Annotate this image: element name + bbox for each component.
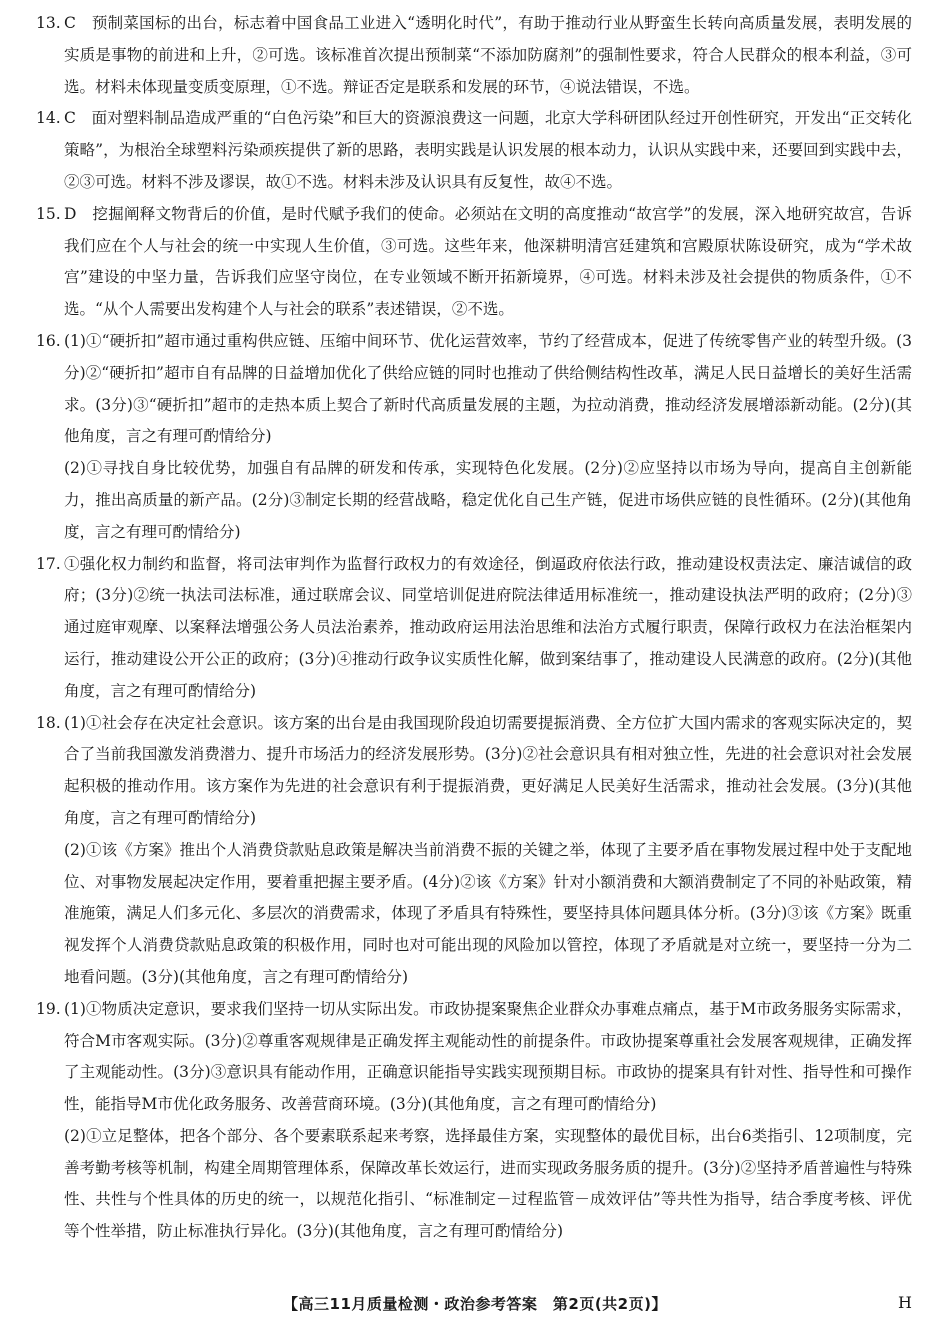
answer-text: (1)①物质决定意识，要求我们坚持一切从实际出发。市政协提案聚焦企业群众办事难点痛点，基于M市政务服务实际需求，符合M市客观实际。(3分)②尊重客观规律是正确发挥主观能动性的前提条件。市政协提案尊重社会发展客观规律，正确发挥了主观能动性。(3分)③意识具有能动作用，正确意识能指导实践实现预期目标。市政协的提案具有针对性、指导性和可操作性，能指导M市优化政务服务、改善营商环境。(3分)(其他角度，言之有理可酌情给分) bbox=[64, 999, 912, 1114]
answer-number: 14. bbox=[36, 109, 61, 128]
answer-number: 17. bbox=[36, 554, 61, 573]
answer-text: C 预制菜国标的出台，标志着中国食品工业进入“透明化时代”，有助于推动行业从野蛮生长转向高质量发展，表明发展的实质是事物的前进和上升，②可选。该标准首次提出预制菜“不添加防腐剂”的强制性要求，符合人民群众的根本利益，③可选。材料未体现量变质变原理，①不选。辩证否定是联系和发展的环节，④说法错误，不选。 bbox=[64, 14, 912, 96]
answer-16-part-2 bbox=[0, 453, 950, 548]
answer-text: (1)①社会存在决定社会意识。该方案的出台是由我国现阶段迫切需要提振消费、全方位扩大国内需求的客观实际决定的，契合了当前我国激发消费潜力、提升市场活力的经济发展形势。(3分)②社会意识具有相对独立性，先进的社会意识对社会发展起积极的推动作用。该方案作为先进的社会意识有利于提振消费，更好满足人民美好生活需求，推动社会发展。(3分)(其他角度，言之有理可酌情给分) bbox=[64, 713, 912, 827]
answer-text: D 挖掘阐释文物背后的价值，是时代赋予我们的使命。必须站在文明的高度推动“故宫学”的发展，深入地研究故宫，告诉我们应在个人与社会的统一中实现人生价值，③可选。这些年来，他深耕明清宫廷建筑和宫殿原状陈设研究，成为“学术故宫”建设的中坚力量，告诉我们应坚守岗位，在专业领域不断开拓新境界，④可选。材料未涉及社会提供的物质条件，①不选。“从个人需要出发构建个人与社会的联系”表述错误，②不选。 bbox=[64, 204, 912, 319]
answer-18-part-2 bbox=[0, 835, 950, 994]
answer-17 bbox=[0, 549, 950, 708]
page-footer bbox=[0, 1293, 950, 1321]
answer-number: 13. bbox=[36, 14, 61, 32]
answer-number: 19. bbox=[36, 999, 61, 1018]
answer-14 bbox=[0, 103, 950, 198]
answer-19-part-2 bbox=[0, 1121, 950, 1248]
answer-text: (2)①该《方案》推出个人消费贷款贴息政策是解决当前消费不振的关键之举，体现了主要矛盾在事物发展过程中处于支配地位、对事物发展起决定作用，要着重把握主要矛盾。(4分)②该《方案》针对小额消费和大额消费制定了不同的补贴政策，精准施策，满足人们多元化、多层次的消费需求，体现了矛盾具有特殊性，要坚持具体问题具体分析。(3分)③该《方案》既重视发挥个人消费贷款贴息政策的积极作用，同时也对可能出现的风险加以管控，体现了矛盾就是对立统一，要坚持一分为二地看问题。(3分)(其他角度，言之有理可酌情给分) bbox=[64, 840, 912, 986]
answer-13 bbox=[0, 8, 950, 103]
answer-text: (2)①立足整体，把各个部分、各个要素联系起来考察，选择最佳方案，实现整体的最优目标，出台6类指引、12项制度，完善考勤考核等机制，构建全周期管理体系，保障改革长效运行，进而实现政务服务质的提升。(3分)②坚持矛盾普遍性与特殊性、共性与个性具体的历史的统一，以规范化指引、“标准制定－过程监管－成效评估”等共性为指导，结合季度考核、评优等个性举措，防止标准执行异化。(3分)(其他角度，言之有理可酌情给分) bbox=[64, 1126, 912, 1241]
answer-text: (2)①寻找自身比较优势，加强自有品牌的研发和传承，实现特色化发展。(2分)②应坚持以市场为导向，提高自主创新能力，推出高质量的新产品。(2分)③制定长期的经营战略，稳定优化自己生产链，促进市场供应链的良性循环。(2分)(其他角度，言之有理可酌情给分) bbox=[64, 459, 912, 541]
answer-16-part-1 bbox=[0, 326, 950, 453]
footer-title: 【高三11月质量检测・政治参考答案 第2页(共2页)】 bbox=[283, 1295, 667, 1313]
answer-number: 18. bbox=[36, 713, 61, 732]
answer-18-part-1 bbox=[0, 708, 950, 835]
answer-number: 15. bbox=[36, 204, 61, 223]
answer-15 bbox=[0, 199, 950, 326]
answer-text: (1)①“硬折扣”超市通过重构供应链、压缩中间环节、优化运营效率，节约了经营成本，促进了传统零售产业的转型升级。(3分)②“硬折扣”超市自有品牌的日益增加优化了供给应链的同时也推动了供给侧结构性改革，满足人民日益增长的美好生活需求。(3分)③“硬折扣”超市的走热本质上契合了新时代高质量发展的主题，为拉动消费，推动经济发展增添新动能。(2分)(其他角度，言之有理可酌情给分) bbox=[64, 331, 912, 446]
answer-text: C 面对塑料制品造成严重的“白色污染”和巨大的资源浪费这一问题，北京大学科研团队经过开创性研究，开发出“正交转化策略”，为根治全球塑料污染顽疾提供了新的思路，表明实践是认识发展的根本动力，认识从实践中来，还要回到实践中去，②③可选。材料不涉及谬误，故①不选。材料未涉及认识具有反复性，故④不选。 bbox=[64, 109, 912, 191]
answer-text: ①强化权力制约和监督，将司法审判作为监督行政权力的有效途径，倒逼政府依法行政，推动建设权责法定、廉洁诚信的政府；(3分)②统一执法司法标准，通过联席会议、同堂培训促进府院法律适用标准统一，推动建设执法严明的政府；(2分)③通过庭审观摩、以案释法增强公务人员法治素养，推动政府运用法治思维和法治方式履行职责，保障行政权力在法治框架内运行，推动建设公开公正的政府；(3分)④推动行政争议实质性化解，做到案结事了，推动建设人民满意的政府。(2分)(其他角度，言之有理可酌情给分) bbox=[64, 554, 912, 700]
answer-number: 16. bbox=[36, 331, 61, 350]
footer-version-mark: H bbox=[898, 1293, 912, 1312]
answer-19-part-1 bbox=[0, 994, 950, 1121]
answer-content bbox=[0, 8, 950, 1248]
